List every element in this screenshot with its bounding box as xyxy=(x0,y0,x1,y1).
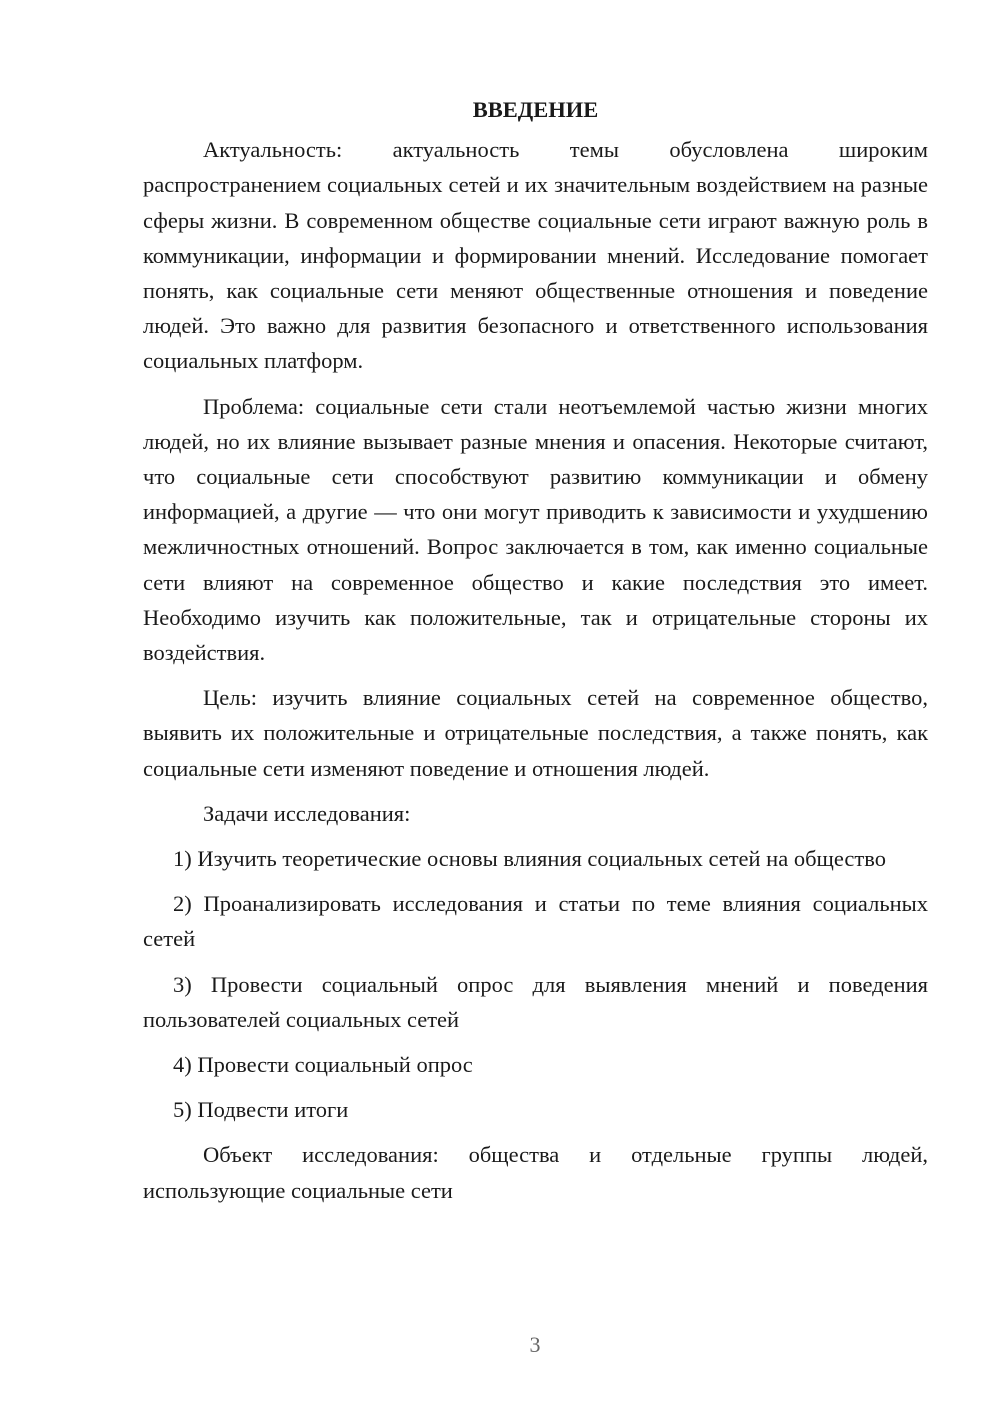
page-number: 3 xyxy=(529,1332,541,1357)
tasks-title: Задачи исследования: xyxy=(203,800,411,826)
task-item-1: 1) Изучить теоретические основы влияния социальных сетей на общество xyxy=(173,846,886,872)
section-heading: ВВЕДЕНИЕ xyxy=(472,97,599,122)
relevance-paragraph: Актуальность: актуальность темы обусловлена широким распространением социальных сетей и их значительным воздействием на разные сферы жизни. В современном обществе социальные сети играют важную роль в коммуникации, информации и формировании мнений. Исследование помогает понять, как социальные сети меняют общественные отношения и поведение людей. Это важно для развития безопасного и ответственного использования социальных платформ. xyxy=(143,137,928,374)
task-item-2: 2) Проанализировать исследования и статьи по теме влияния социальных сетей xyxy=(143,891,928,952)
task-item-5: 5) Подвести итоги xyxy=(173,1097,349,1123)
goal-paragraph: Цель: изучить влияние социальных сетей на современное общество, выявить их положительные и отрицательные последствия, а также понять, как социальные сети изменяют поведение и отношения людей. xyxy=(143,685,928,781)
problem-paragraph: Проблема: социальные сети стали неотъемлемой частью жизни многих людей, но их влияние вызывает разные мнения и опасения. Некоторые считают, что социальные сети способствуют развитию коммуникации и обмену информацией, а другие — что они могут приводить к зависимости и ухудшению межличностных отношений. Вопрос заключается в том, как именно социальные сети влияют на современное общество и какие последствия это имеет. Необходимо изучить как положительные, так и отрицательные стороны их воздействия. xyxy=(143,393,928,666)
document-page xyxy=(143,92,928,1208)
object-paragraph: Объект исследования: общества и отдельные группы людей, использующие социальные сети xyxy=(143,1142,928,1203)
task-item-4: 4) Провести социальный опрос xyxy=(173,1052,473,1078)
task-item-3: 3) Провести социальный опрос для выявления мнений и поведения пользователей социальных сетей xyxy=(143,971,928,1032)
